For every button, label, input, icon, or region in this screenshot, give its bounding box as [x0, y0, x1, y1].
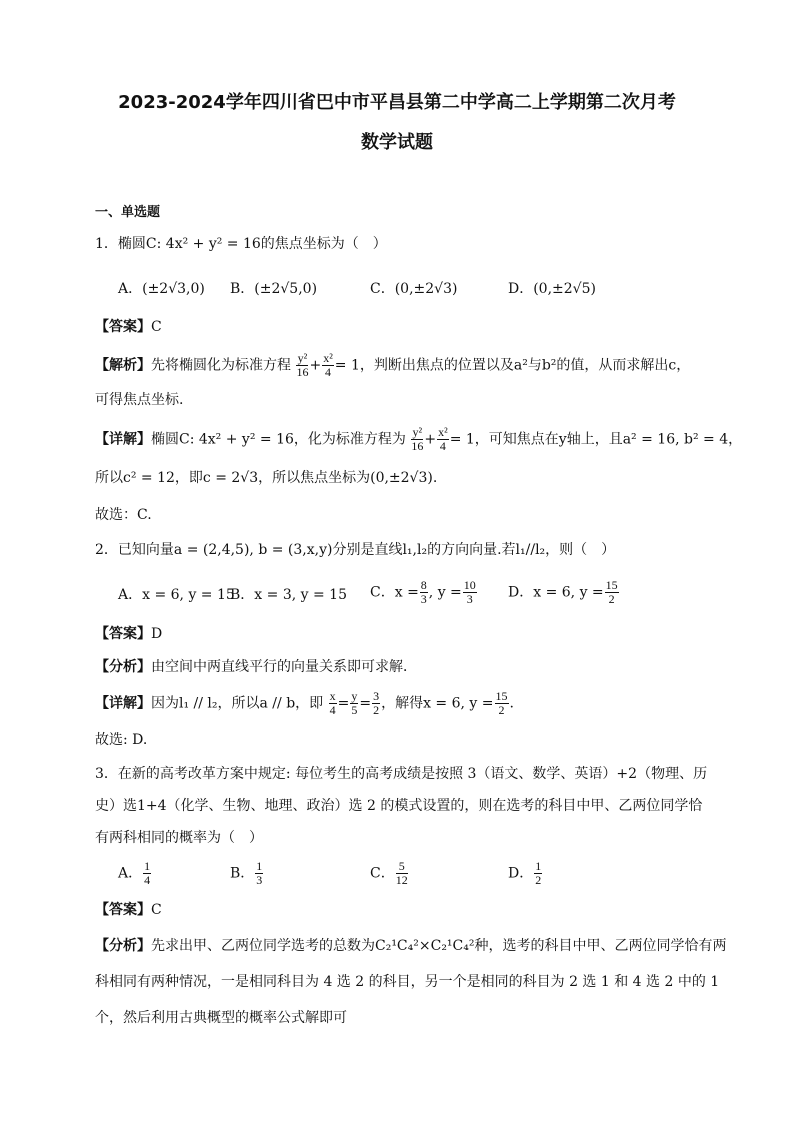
q3-analysis-text-1: 先求出甲、乙两位同学选考的总数为C₂¹C₄²×C₂¹C₄²种，选考的科目中甲、乙两位同学恰有两	[151, 938, 727, 954]
q3-stem-line1: 3．在新的高考改革方案中规定: 每位考生的高考成绩是按照 3（语文、数学、英语）+2（物理、历	[95, 766, 708, 782]
frac-den: 2	[535, 873, 542, 887]
analysis-tag: 【解析】	[95, 357, 151, 374]
frac-num: y²	[412, 425, 423, 439]
detail-tag: 【详解】	[95, 431, 151, 448]
answer-tag: 【答案】	[95, 902, 151, 918]
frac-num: x²	[323, 351, 333, 365]
q3-option-a-label: A．	[118, 865, 143, 882]
analysis-tag: 【分析】	[95, 938, 151, 954]
fraction-8-3	[420, 579, 428, 606]
answer-tag: 【答案】	[95, 319, 151, 335]
q1-option-d: D．(0,±2√5)	[508, 281, 596, 297]
document-subtitle: 数学试题	[361, 132, 433, 153]
q2-detail-text-b: ，解得x = 6, y =	[381, 695, 494, 712]
eq-equal: =	[359, 695, 372, 712]
q3-option-a	[118, 860, 152, 887]
frac-den: 3	[466, 592, 473, 606]
eq-one: = 1	[449, 431, 475, 448]
frac-num: 15	[605, 578, 618, 592]
q3-answer-line	[95, 900, 162, 920]
q2-analysis-text: 由空间中两直线平行的向量关系即可求解．	[151, 659, 417, 675]
frac-den: 2	[608, 592, 615, 606]
q2-option-d-label: D．	[508, 584, 534, 601]
q1-analysis-text-b: ，判断出焦点的位置以及a²与b²的值，从而求解出c，	[359, 357, 691, 374]
fraction-1-2	[534, 860, 542, 887]
fraction-15-2	[495, 690, 509, 717]
q2-option-c-label: C．	[370, 584, 395, 601]
eq-equal: =	[337, 695, 350, 712]
q3-option-c-label: C．	[370, 865, 395, 882]
fraction-y2-16	[296, 352, 308, 379]
frac-den: 5	[351, 703, 358, 717]
frac-den: 2	[498, 703, 505, 717]
frac-den: 3	[256, 873, 263, 887]
q2-option-d	[508, 579, 620, 606]
fraction-5-12	[396, 860, 408, 887]
frac-num: y²	[297, 351, 308, 365]
frac-num: 1	[144, 859, 151, 873]
q2-detail-line	[95, 690, 514, 717]
q2-detail-text-a: 因为l₁ // l₂，所以a // b，即	[151, 695, 324, 712]
q1-option-a: A．(±2√3,0)	[118, 281, 205, 297]
q3-analysis-line3: 个，然后利用古典概型的概率公式解即可	[95, 1010, 347, 1026]
fraction-y-5	[350, 690, 358, 717]
fraction-3-2	[372, 690, 380, 717]
q2-option-d-head: x = 6, y =	[533, 584, 604, 601]
q1-stem: 1．椭圆C: 4x² + y² = 16的焦点坐标为（ ）	[95, 236, 387, 252]
q2-answer: D	[151, 626, 163, 642]
frac-den: 4	[324, 365, 331, 379]
frac-num: 10	[463, 578, 476, 592]
q2-option-c	[370, 579, 478, 606]
fraction-1-3	[255, 860, 263, 887]
analysis-tag: 【分析】	[95, 659, 151, 675]
q1-analysis-text-a: 先将椭圆化为标准方程	[151, 357, 291, 374]
q1-answer: C	[151, 319, 162, 335]
q2-option-b: B．x = 3, y = 15	[230, 587, 347, 603]
frac-den: 16	[296, 365, 309, 379]
frac-den: 16	[411, 439, 424, 453]
q1-detail-line2: 所以c² = 12，即c = 2√3，所以焦点坐标为(0,±2√3).	[95, 470, 438, 486]
q1-detail-text-a: 椭圆C: 4x² + y² = 16，化为标准方程为	[151, 431, 406, 448]
fraction-15-2	[605, 579, 619, 606]
q1-option-c: C．(0,±2√3)	[370, 281, 458, 297]
answer-tag: 【答案】	[95, 626, 151, 642]
fraction-x2-4	[322, 352, 334, 379]
q2-option-c-tail: , y =	[428, 584, 462, 601]
q3-option-c	[370, 860, 409, 887]
q2-stem: 2．已知向量a = (2,4,5), b = (3,x,y)分别是直线l₁,l₂的方向向量.若l₁//l₂，则（ ）	[95, 542, 616, 558]
frac-den: 4	[329, 703, 336, 717]
q3-option-d-label: D．	[508, 865, 534, 882]
frac-den: 12	[395, 873, 408, 887]
frac-num: 1	[535, 859, 542, 873]
frac-den: 3	[420, 592, 427, 606]
q1-answer-line	[95, 317, 162, 337]
frac-num: 3	[373, 689, 380, 703]
q1-analysis-line1: 【解析】先将椭圆化为标准方程 $\frac{\text{y²}}{16}$ + $\frac{\text{x²}}{4}$ = 1，判断出焦点的位置以及a²与b²的值，从而求解出c，	[95, 351, 691, 379]
frac-num: x	[329, 689, 336, 703]
q1-choose: 故选：C.	[95, 507, 152, 523]
fraction-x2-4	[437, 426, 449, 453]
frac-num: 1	[256, 859, 263, 873]
q1-option-b: B．(±2√5,0)	[230, 281, 318, 297]
frac-den: 4	[439, 439, 446, 453]
q2-option-a: A．x = 6, y = 15	[118, 587, 235, 603]
q3-analysis-line1	[95, 936, 726, 956]
frac-den: 4	[144, 873, 151, 887]
fraction-x-4	[329, 690, 337, 717]
q2-analysis-line	[95, 657, 417, 677]
frac-num: x²	[438, 425, 448, 439]
x-eq: x =	[394, 584, 419, 601]
q1-detail-text-b: ，可知焦点在y轴上，且a² = 16, b² = 4，	[474, 431, 743, 448]
period: .	[509, 695, 514, 712]
section-heading: 一、单选题	[95, 205, 161, 220]
fraction-10-3	[463, 579, 477, 606]
fraction-y2-16	[411, 426, 423, 453]
q3-answer: C	[151, 902, 162, 918]
frac-num: 15	[495, 689, 508, 703]
detail-tag: 【详解】	[95, 695, 151, 712]
frac-num: y	[351, 689, 358, 703]
q3-option-b	[230, 860, 264, 887]
q2-answer-line	[95, 624, 162, 644]
frac-num: 8	[420, 578, 427, 592]
q3-stem-line2: 史）选1+4（化学、生物、地理、政治）选 2 的模式设置的，则在选考的科目中甲、乙两位同学恰	[95, 798, 703, 814]
fraction-1-4	[143, 860, 151, 887]
document-title: 2023-2024学年四川省巴中市平昌县第二中学高二上学期第二次月考	[118, 92, 676, 113]
q3-option-b-label: B．	[230, 865, 255, 882]
q1-detail-line1: 【详解】椭圆C: 4x² + y² = 16，化为标准方程为 $\frac{\text{y²}}{16}$ + $\frac{\text{x²}}{4}$ = 1，可知焦点在y轴上，且a² = 16, b² = 4，	[95, 425, 743, 453]
frac-num: 5	[396, 860, 408, 874]
q3-option-d	[508, 860, 543, 887]
frac-den: 2	[373, 703, 380, 717]
q2-choose: 故选: D.	[95, 732, 148, 748]
q3-analysis-line2: 科相同有两种情况，一是相同科目为 4 选 2 的科目，另一个是相同的科目为 2 选 1 和 4 选 2 中的 1	[95, 974, 720, 990]
q1-analysis-line2: 可得焦点坐标.	[95, 392, 184, 408]
q3-stem-line3: 有两科相同的概率为（ ）	[95, 830, 263, 846]
eq-one: = 1	[334, 357, 360, 374]
